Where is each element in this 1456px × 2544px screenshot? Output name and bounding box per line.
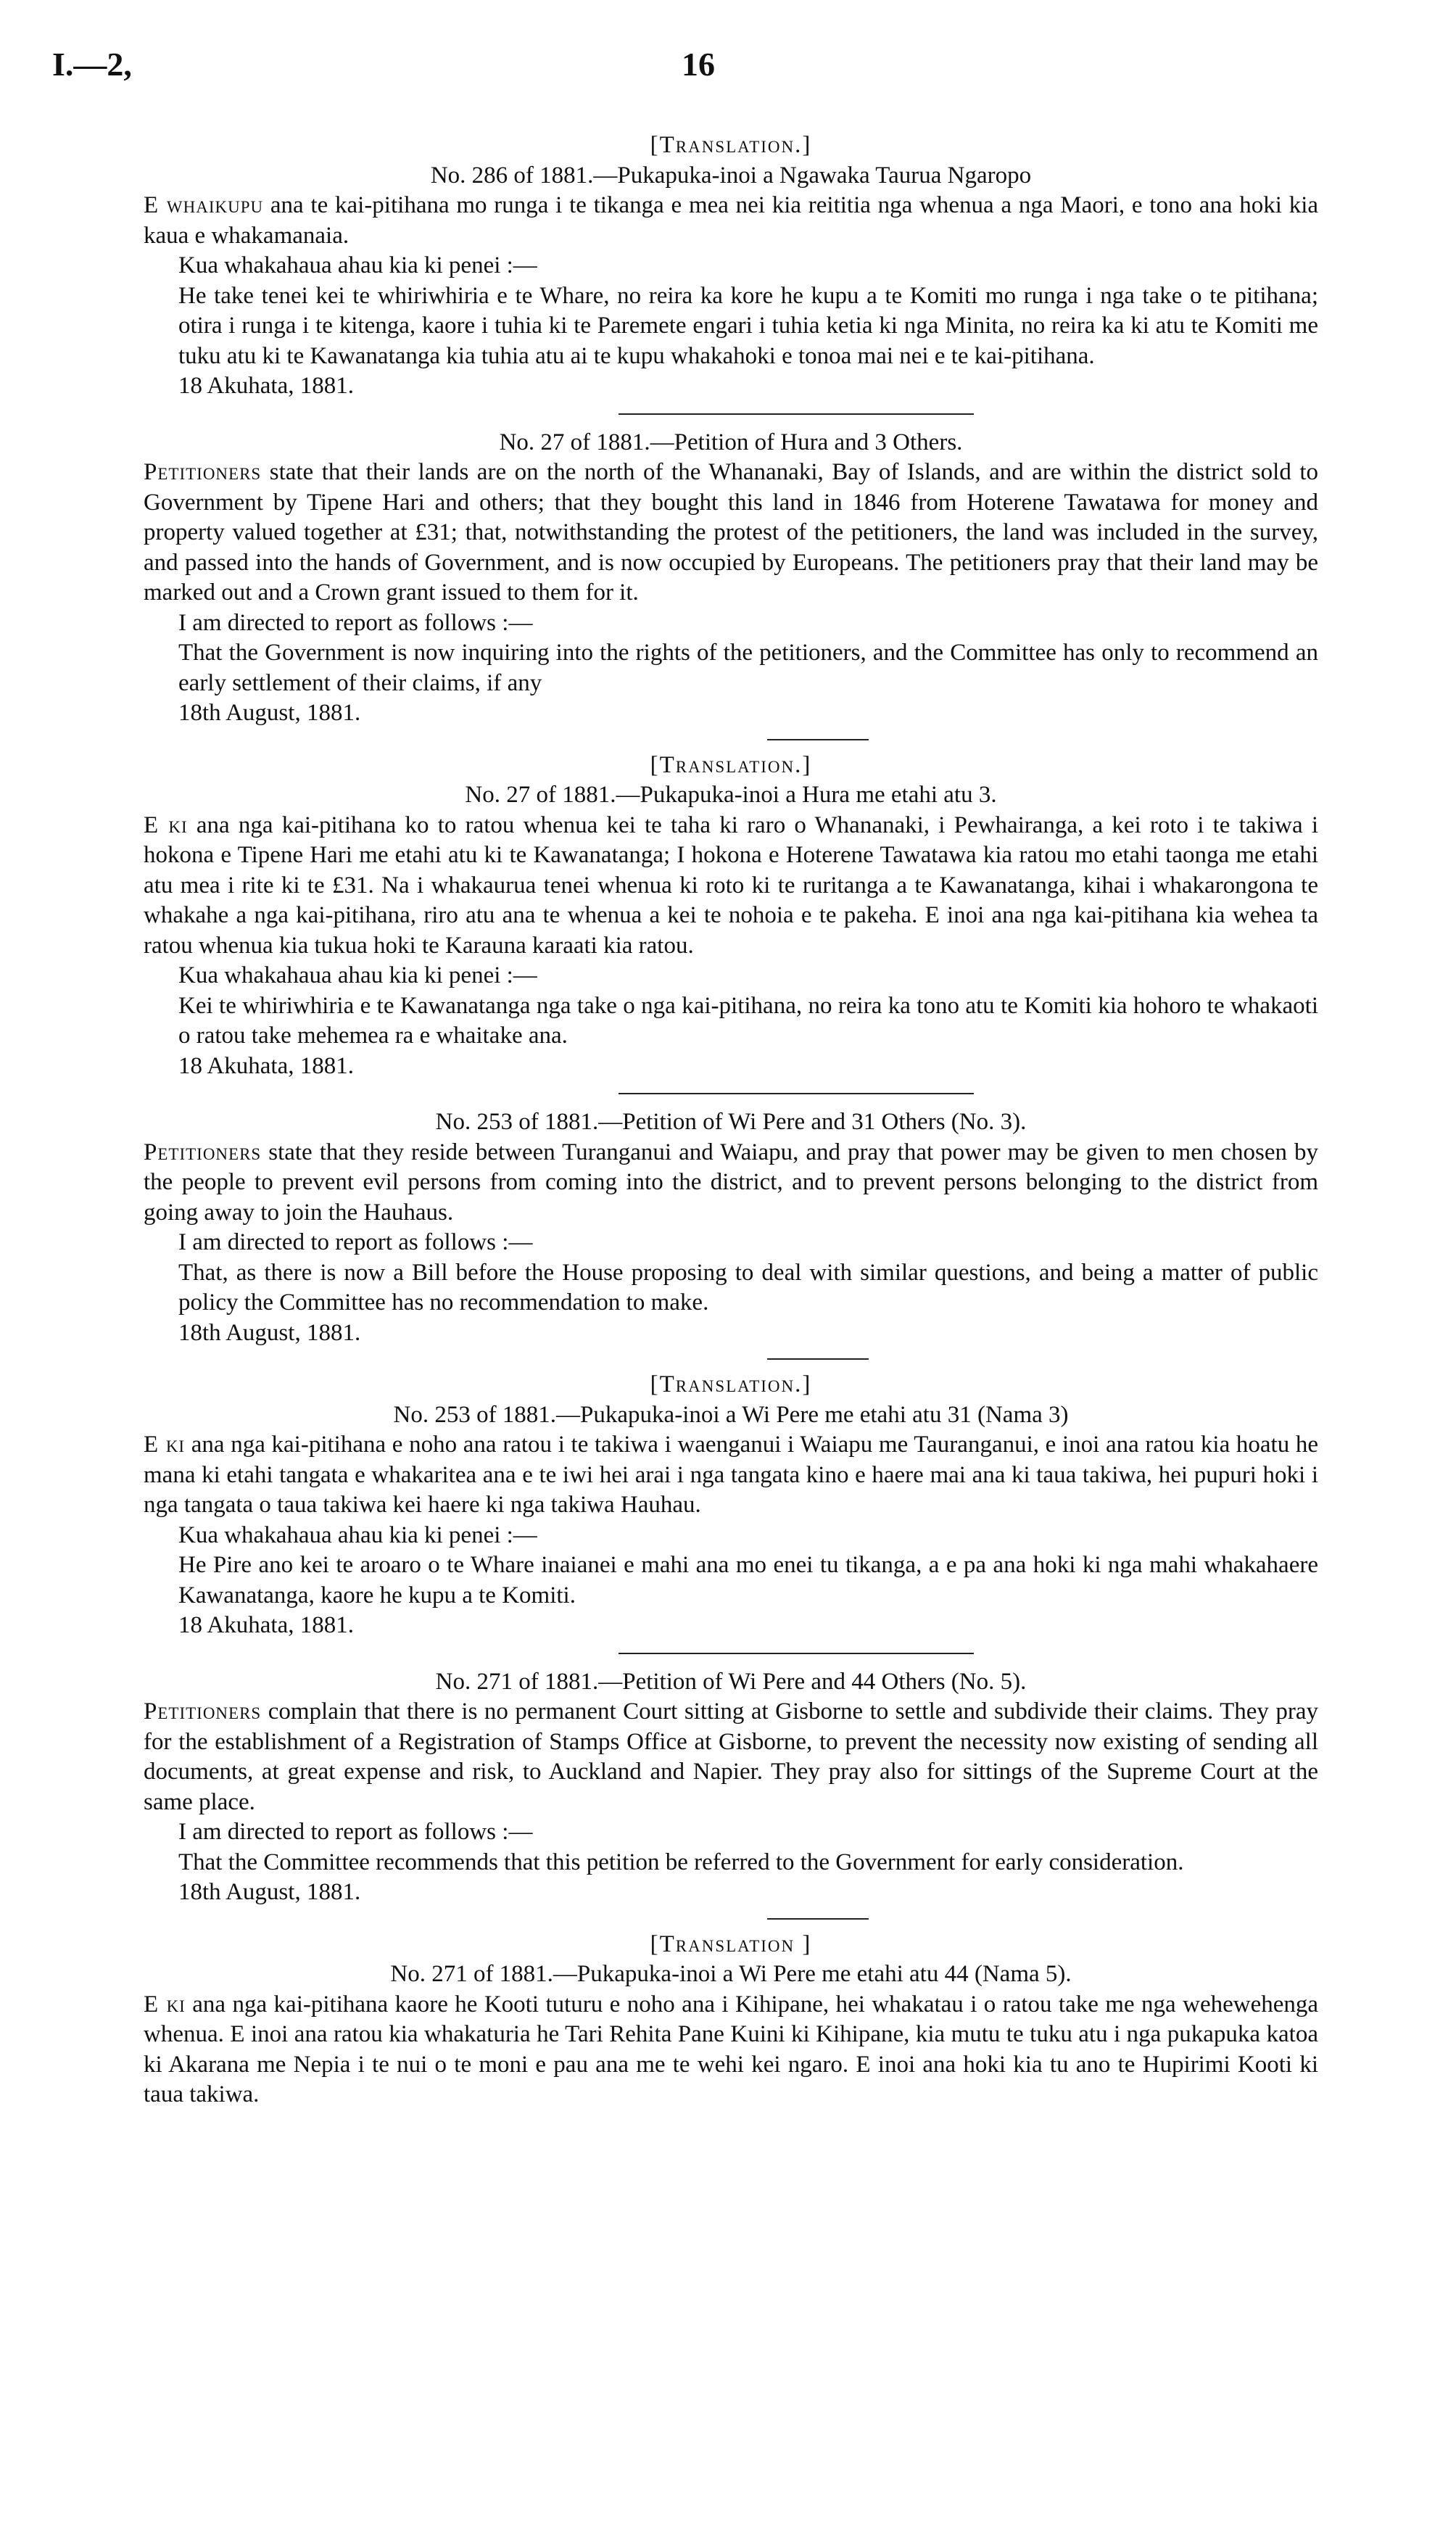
directed-line: Kua whakahaua ahau kia ki penei :— — [178, 1521, 537, 1548]
page-content — [144, 131, 1318, 2110]
directed-line: I am directed to report as follows :— — [178, 1229, 533, 1255]
petition-text: ana nga kai-pitihana ko to ratou whenua kei te taha ki raro o Whananaki, i Pewhairanga, a kei roto i te takiwa i hokona e Tipene Hari me etahi atu ki te Kawanatanga; I hokona e Hoterene Tawatawa kia ratou mo etahi taonga me etahi atu mea i rite ki te £31. Na i whakaurua tenei whenua ki roto ki te ruritanga a te Kawanatanga, kihai i whakarongona te whakahe a nga kai-pitihana, riro atu ana te whenua a kei te nohoia e te pakeha. E inoi ana nga kai-pitihana kia wehea ta ratou whenua kia tukua hoki te Karauna karaati kia ratou. — [144, 811, 1318, 959]
section-divider — [619, 413, 974, 415]
document-reference: I.—2, — [52, 46, 132, 83]
report-date: 18th August, 1881. — [178, 1319, 361, 1346]
petition-heading: No. 286 of 1881.—Pukapuka-inoi a Ngawaka Taurua Ngaropo — [430, 162, 1032, 189]
section-divider — [619, 1653, 974, 1654]
petition-body — [144, 1138, 1318, 1228]
petition-heading: No. 253 of 1881.—Pukapuka-inoi a Wi Pere me etahi atu 31 (Nama 3) — [393, 1401, 1069, 1428]
lead-words: Petitioners — [144, 459, 262, 485]
report-date: 18 Akuhata, 1881. — [178, 373, 354, 399]
lead-words: E ki — [144, 811, 188, 838]
report-date: 18th August, 1881. — [178, 700, 361, 726]
petition-heading: No. 253 of 1881.—Petition of Wi Pere and 31 Others (No. 3). — [435, 1109, 1027, 1135]
translation-label: [Translation.] — [650, 132, 812, 158]
report-text: He take tenei kei te whiriwhiria e te Whare, no reira ka kore he kupu a te Komiti mo runga i nga take o te pitihana; otira i runga i te kitenga, kaore i tuhia ki te Paremete engari i tuhia ketia ki nga Minita, no reira ka ki atu te Komiti me tuku atu ki te Kawanatanga kia tuhia atu ai te kupu whakahoki e tonoa mai nei e te kai-pitihana. — [178, 282, 1318, 369]
petition-section — [144, 131, 1318, 402]
translation-label: [Translation.] — [650, 751, 812, 778]
petition-text: state that their lands are on the north of the Whananaki, Bay of Islands, and are within the district sold to Government by Tipene Hari and others; that they bought this land in 1846 from Hoterene Tawatawa for money and property valued together at £31; that, notwithstanding the protest of the petitioners, the land was included in the survey, and passed into the hands of Government, and is now occupied by Europeans. The petitioners pray that their land may be marked out and a Crown grant issued to them for it. — [144, 459, 1319, 606]
petition-body — [144, 458, 1318, 608]
report-date: 18 Akuhata, 1881. — [178, 1052, 354, 1079]
directed-line: Kua whakahaua ahau kia ki penei :— — [178, 252, 537, 278]
translation-divider — [767, 739, 869, 740]
directed-line: Kua whakahaua ahau kia ki penei :— — [178, 962, 537, 988]
petition-heading: No. 27 of 1881.—Petition of Hura and 3 Others. — [499, 429, 963, 455]
translation-divider — [767, 1918, 869, 1920]
petition-text: ana te kai-pitihana mo runga i te tikanga e mea nei kia reititia nga whenua a nga Maori, e tono ana hoki kia kaua e whakamanaia. — [144, 192, 1319, 249]
lead-words: E ki — [144, 1991, 186, 2018]
petition-section — [144, 428, 1318, 729]
lead-words: E ki — [144, 1432, 186, 1458]
translation-label: [Translation ] — [650, 1930, 812, 1957]
petition-heading: No. 271 of 1881.—Pukapuka-inoi a Wi Pere me etahi atu 44 (Nama 5). — [390, 1961, 1072, 1987]
petition-section — [144, 1930, 1318, 2110]
petition-section — [144, 1107, 1318, 1348]
petition-body — [144, 1697, 1318, 1817]
section-divider — [619, 1093, 974, 1094]
report-text: That, as there is now a Bill before the House proposing to deal with similar questions, and being a matter of public policy the Committee has no recommendation to make. — [178, 1259, 1318, 1316]
directed-line: I am directed to report as follows :— — [178, 1819, 533, 1845]
petition-heading: No. 271 of 1881.—Petition of Wi Pere and 44 Others (No. 5). — [435, 1668, 1027, 1695]
lead-words: Petitioners — [144, 1698, 262, 1725]
report-text: That the Committee recommends that this petition be referred to the Government for early consideration. — [178, 1849, 1184, 1875]
petition-body — [144, 191, 1318, 251]
directed-line: I am directed to report as follows :— — [178, 609, 533, 636]
lead-words: E whaikupu — [144, 192, 264, 218]
petition-body — [144, 811, 1318, 962]
petition-text: state that they reside between Turanganui and Waiapu, and pray that power may be given to men chosen by the people to prevent evil persons from coming into the district, and to prevent persons belonging to the district from going away to join the Hauhaus. — [144, 1139, 1318, 1226]
petition-body — [144, 1430, 1318, 1521]
translation-divider — [767, 1358, 869, 1360]
petition-body — [144, 1990, 1318, 2110]
report-text: Kei te whiriwhiria e te Kawanatanga nga take o nga kai-pitihana, no reira ka tono atu te Komiti kia hohoro te whakaoti o ratou take mehemea ra e whaitake ana. — [178, 992, 1318, 1049]
petition-heading: No. 27 of 1881.—Pukapuka-inoi a Hura me etahi atu 3. — [465, 782, 997, 808]
lead-words: Petitioners — [144, 1139, 262, 1165]
petition-text: ana nga kai-pitihana e noho ana ratou i te takiwa i waenganui i Waiapu me Tauranganui, e inoi ana ratou kia hoatu he mana ki etahi tangata e whakaritea ana e te iwi hei arai i nga tangata kino e haere mai ana ki taua takiwa, hei pupuri hoki i nga tangata o taua takiwa kei haere ki nga takiwa Hauhau. — [144, 1432, 1318, 1518]
report-text: That the Government is now inquiring into the rights of the petitioners, and the Committee has only to recommend an early settlement of their claims, if any — [178, 640, 1318, 696]
translation-label: [Translation.] — [650, 1371, 812, 1397]
petition-text: complain that there is no permanent Court sitting at Gisborne to settle and subdivide their claims. They pray for the establishment of a Registration of Stamps Office at Gisborne, to prevent the necessity now existing of sending all documents, at great expense and risk, to Auckland and Napier. They pray also for sittings of the Supreme Court at the same place. — [144, 1698, 1319, 1815]
report-date: 18 Akuhata, 1881. — [178, 1612, 354, 1638]
petition-section — [144, 1667, 1318, 1908]
petition-section — [144, 1370, 1318, 1641]
report-date: 18th August, 1881. — [178, 1879, 361, 1905]
report-text: He Pire ano kei te aroaro o te Whare inaianei e mahi ana mo enei tu tikanga, a e pa ana hoki ki nga mahi whakahaere Kawanatanga, kaore he kupu a te Komiti. — [178, 1552, 1318, 1608]
page-number: 16 — [682, 46, 715, 83]
petition-text: ana nga kai-pitihana kaore he Kooti tuturu e noho ana i Kihipane, hei whakatau i o ratou take me nga wehewehenga whenua. E inoi ana ratou kia whakaturia he Tari Rehita Pane Kuini ki Kihipane, kia mutu te tuku atu i nga pukapuka katoa ki Akarana me Nepia i te nui o te moni e pau ana me te wehi kei ngaro. E inoi ana hoki kia tu ano te Hupirimi Kooti ki taua takiwa. — [144, 1991, 1319, 2107]
petition-section — [144, 751, 1318, 1082]
